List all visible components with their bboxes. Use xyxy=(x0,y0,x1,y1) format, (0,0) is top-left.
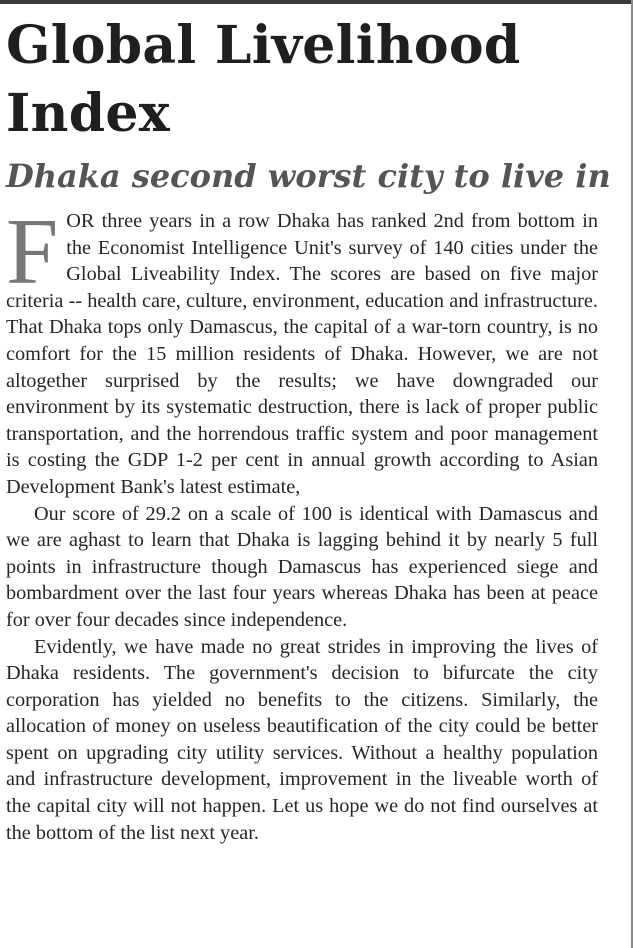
drop-cap: F xyxy=(6,200,59,304)
paragraph-1-text: OR three years in a row Dhaka has ranked 2nd from bottom in the Economist Intelligence Unit's survey of 140 cities under the Global Liveability Index. The scores are based on five major criteria -- health care, culture, environment, education and infrastructure. That Dhaka tops only Damascus, the capital of a war-torn country, is no comfort for the 15 million residents of Dhaka. However, we are not altogether surprised by the results; we have downgraded our environment by its systematic destruction, there is lack of proper public transportation, and the horrendous traffic system and poor management is costing the GDP 1-2 per cent in annual growth according to Asian Development Bank's latest estimate, xyxy=(6,210,598,498)
article-paragraph-3: Evidently, we have made no great strides in improving the lives of Dhaka residents. The government's decision to bifurcate the city corporation has yielded no benefits to the citizens. Similarly, the allocation of money on useless beautification of the city could be better spent on upgrading city utility services. Without a healthy population and infrastructure development, improvement in the liveable worth of the capital city will not happen. Let us hope we do not find ourselves at the bottom of the list next year. xyxy=(6,635,598,844)
article-paragraph-2: Our score of 29.2 on a scale of 100 is identical with Damascus and we are aghast to learn that Dhaka is lagging behind it by nearly 5 full points in infrastructure though Damascus has experienced siege and bombardment over the last four years whereas Dhaka has been at peace for over four decades since independence. xyxy=(6,502,598,631)
article-body xyxy=(6,200,598,846)
headline-subtitle: Dhaka second worst city to live in xyxy=(6,157,611,195)
headline-title-line2: Index xyxy=(6,83,171,144)
headline-title-line1: Global Livelihood xyxy=(6,15,521,76)
top-rule xyxy=(0,0,633,4)
article-paragraph-1 xyxy=(6,200,598,501)
headline-title xyxy=(6,12,521,148)
